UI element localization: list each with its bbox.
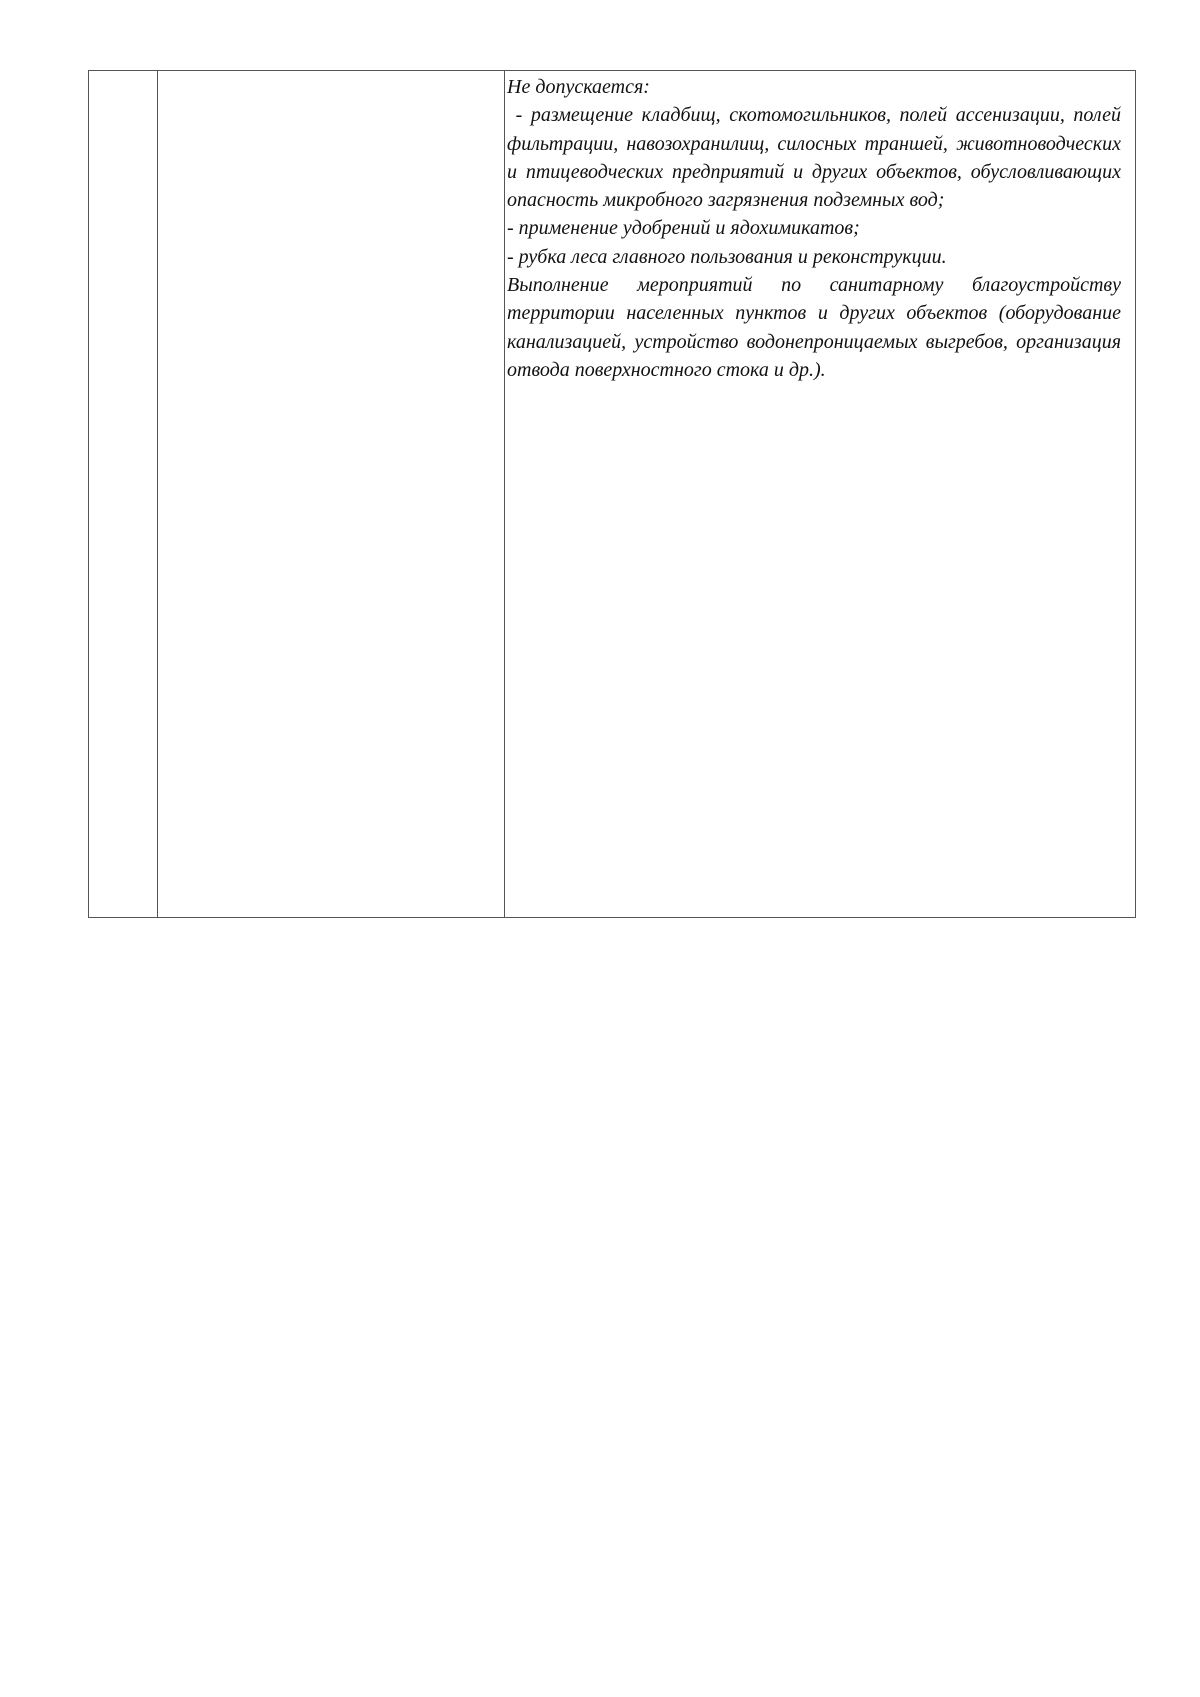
restriction-item-fertilizers: - применение удобрений и ядохимикатов; bbox=[507, 217, 860, 240]
measures-paragraph: Выполнение мероприятий по санитарному благоустройству территории населенных пунктов и других объектов (оборудование канализацией, устройство водонепроницаемых выгребов, организация отвода поверхностного стока и др.). bbox=[507, 274, 1121, 381]
restriction-item-placement: - размещение кладбищ, скотомогильников, полей ассенизации, полей фильтрации, навозохранилищ, силосных траншей, животноводческих и птицеводческих предприятий и других объектов, обусловливающих опасность микробного загрязнения подземных вод; bbox=[507, 104, 1126, 212]
table-cell-name bbox=[158, 71, 505, 917]
restrictions-text bbox=[507, 73, 1126, 384]
document-table bbox=[88, 70, 1136, 918]
restrictions-heading: Не допускается: bbox=[507, 76, 650, 98]
table-cell-number bbox=[89, 71, 158, 917]
restriction-item-logging: - рубка леса главного пользования и реконструкции. bbox=[507, 245, 947, 268]
table-cell-restrictions bbox=[505, 71, 1135, 917]
